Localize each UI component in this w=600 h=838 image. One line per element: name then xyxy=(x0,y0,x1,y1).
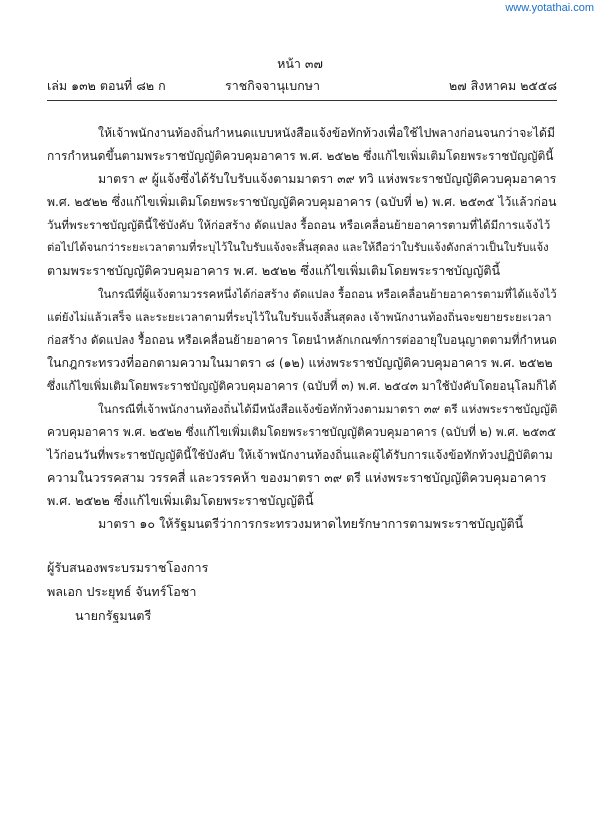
paragraph-line: ก่อสร้าง ดัดแปลง รื้อถอน หรือเคลื่อนย้ายอาคาร โดยนำหลักเกณฑ์การต่ออายุใบอนุญาตตามที่กำหนด xyxy=(47,333,557,347)
paragraph-line: ไว้ก่อนวันที่พระราชบัญญัตินี้ใช้บังคับ ให้เจ้าพนักงานท้องถิ่นและผู้ได้รับการแจ้งข้อทักท้วงปฏิบัติตาม xyxy=(47,448,553,462)
paragraph-line: ในกฎกระทรวงที่ออกตามความในมาตรา ๘ (๑๒) แห่งพระราชบัญญัติควบคุมอาคาร พ.ศ. ๒๕๒๒ xyxy=(47,355,553,370)
watermark-url[interactable]: www.yotathai.com xyxy=(505,2,594,14)
signatory-title: นายกรัฐมนตรี xyxy=(75,608,152,623)
paragraph-line: ต่อไปได้จนกว่าระยะเวลาตามที่ระบุไว้ในใบรับแจ้งจะสิ้นสุดลง และให้ถือว่าใบรับแจ้งดังกล่าวเป็นใบรับแจ้ง xyxy=(47,241,549,254)
gazette-header xyxy=(47,76,557,96)
paragraph-line: ให้เจ้าพนักงานท้องถิ่นกำหนดแบบหนังสือแจ้งข้อทักท้วงเพื่อใช้ไปพลางก่อนจนกว่าจะได้มี xyxy=(98,126,556,140)
paragraph-line: การกำหนดขึ้นตามพระราชบัญญัติควบคุมอาคาร พ.ศ. ๒๕๒๒ ซึ่งแก้ไขเพิ่มเติมโดยพระราชบัญญัตินี้ xyxy=(47,149,554,163)
paragraph-line: ในกรณีที่ผู้แจ้งตามวรรคหนึ่งได้ก่อสร้าง ดัดแปลง รื้อถอน หรือเคลื่อนย้ายอาคารตามที่ได้แจ้งไว้ xyxy=(98,287,557,301)
paragraph-line: พ.ศ. ๒๕๒๒ ซึ่งแก้ไขเพิ่มเติมโดยพระราชบัญญัตินี้ xyxy=(47,493,314,508)
signatory-name: พลเอก ประยุทธ์ จันทร์โอชา xyxy=(47,584,197,599)
paragraph-line: ซึ่งแก้ไขเพิ่มเติมโดยพระราชบัญญัติควบคุมอาคาร (ฉบับที่ ๓) พ.ศ. ๒๕๔๓ มาใช้บังคับโดยอนุโลมก็ได้ xyxy=(47,379,557,393)
paragraph-line: ควบคุมอาคาร พ.ศ. ๒๕๒๒ ซึ่งแก้ไขเพิ่มเติมโดยพระราชบัญญัติควบคุมอาคาร (ฉบับที่ ๒) พ.ศ. ๒๕๓๕ xyxy=(47,425,557,439)
paragraph-line: พ.ศ. ๒๕๒๒ ซึ่งแก้ไขเพิ่มเติมโดยพระราชบัญญัติควบคุมอาคาร (ฉบับที่ ๒) พ.ศ. ๒๕๓๕ ไว้แล้วก่อน xyxy=(47,195,557,209)
paragraph-line: ในกรณีที่เจ้าพนักงานท้องถิ่นได้มีหนังสือแจ้งข้อทักท้วงตามมาตรา ๓๙ ตรี แห่งพระราชบัญญัติ xyxy=(98,402,558,416)
header-divider xyxy=(47,100,557,101)
section-9-heading-line: มาตรา ๙ ผู้แจ้งซึ่งได้รับใบรับแจ้งตามมาตรา ๓๙ ทวิ แห่งพระราชบัญญัติควบคุมอาคาร xyxy=(98,171,557,186)
countersign-label: ผู้รับสนองพระบรมราชโองการ xyxy=(47,560,209,575)
publication-date: ๒๗ สิงหาคม ๒๕๕๘ xyxy=(449,78,557,93)
page-number: หน้า ๓๗ xyxy=(277,56,323,71)
section-10-heading-line: มาตรา ๑๐ ให้รัฐมนตรีว่าการกระทรวงมหาดไทยรักษาการตามพระราชบัญญัตินี้ xyxy=(98,516,524,531)
paragraph-line: วันที่พระราชบัญญัตินี้ใช้บังคับ ให้ก่อสร้าง ดัดแปลง รื้อถอน หรือเคลื่อนย้ายอาคารตามที่ได้มีการแจ้งไว้ xyxy=(47,218,551,232)
volume-issue: เล่ม ๑๓๒ ตอนที่ ๘๒ ก xyxy=(47,78,166,93)
paragraph-line: ตามพระราชบัญญัติควบคุมอาคาร พ.ศ. ๒๕๒๒ ซึ่งแก้ไขเพิ่มเติมโดยพระราชบัญญัตินี้ xyxy=(47,263,501,278)
paragraph-line: ความในวรรคสาม วรรคสี่ และวรรคห้า ของมาตรา ๓๙ ตรี แห่งพระราชบัญญัติควบคุมอาคาร xyxy=(47,470,547,485)
publication-name: ราชกิจจานุเบกษา xyxy=(225,78,321,93)
paragraph-line: แต่ยังไม่แล้วเสร็จ และระยะเวลาตามที่ระบุไว้ในใบรับแจ้งสิ้นสุดลง เจ้าพนักงานท้องถิ่นจะขยายระยะเวลา xyxy=(47,310,552,324)
